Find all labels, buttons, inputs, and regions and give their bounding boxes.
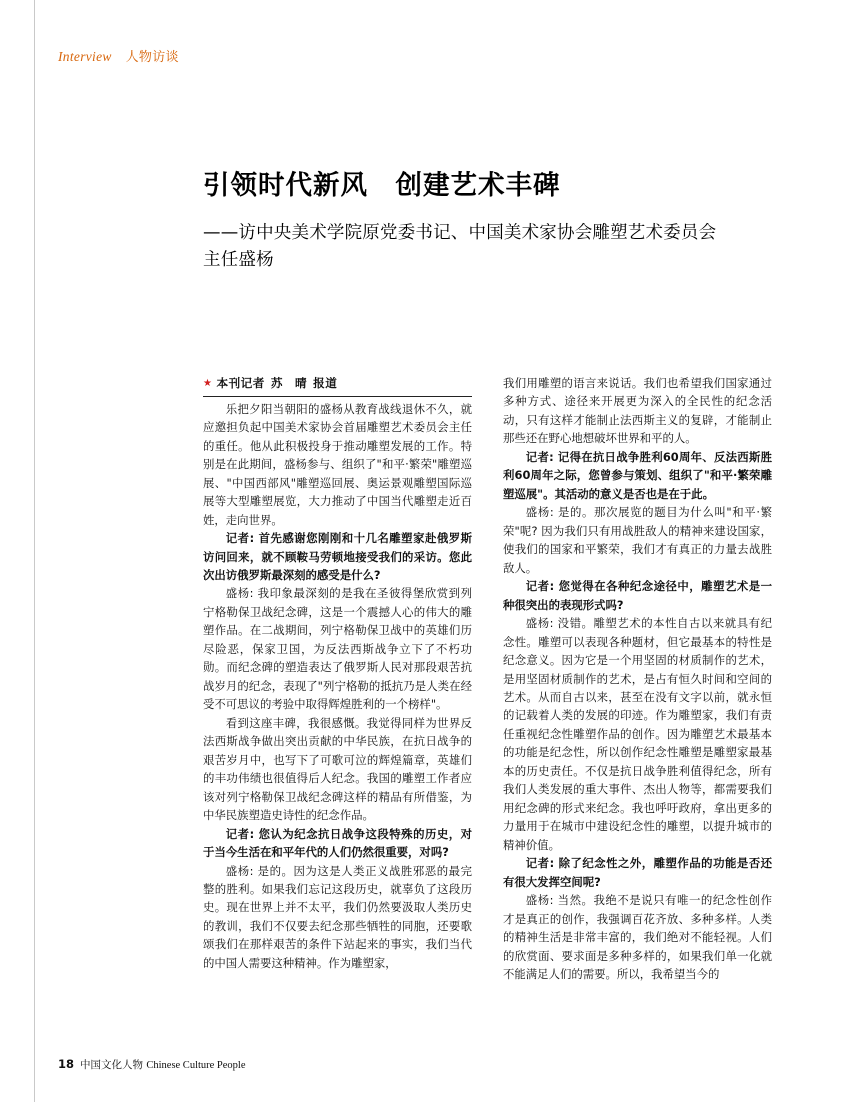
byline-label: 本刊记者: [216, 376, 265, 390]
title-block: [203, 170, 803, 274]
page-title: 引领时代新风 创建艺术丰碑: [203, 170, 561, 201]
paragraph-question: 记者: 您觉得在各种纪念途径中，雕塑艺术是一种很突出的表现形式吗?: [503, 579, 772, 612]
running-head-english: Interview: [58, 49, 112, 64]
publication-name-en: Chinese Culture People: [146, 1060, 246, 1071]
running-head-chinese: 人物访谈: [125, 49, 179, 64]
publication-name-cn: 中国文化人物: [80, 1059, 144, 1071]
byline-reporter: 苏 晴: [270, 376, 308, 390]
byline-verb: 报道: [313, 376, 338, 390]
right-column: [503, 374, 772, 983]
byline: [203, 374, 472, 397]
paragraph-question: 记者: 记得在抗日战争胜利60周年、反法西斯胜利60周年之际，您曾参与策划、组织了"和平·繁荣雕塑巡展"。其活动的意义是否也是在于此。: [503, 449, 772, 501]
paragraph: 盛杨: 我印象最深刻的是我在圣彼得堡欣赏到列宁格勒保卫战纪念碑，这是一个震撼人心的伟大的雕塑作品。在二战期间，列宁格勒保卫战中的英雄们历尽险恶，保家卫国，为反法西斯战争立下了不朽功勋。而纪念碑的塑造表达了俄罗斯人民对那段艰苦抗战岁月的纪念，表现了"列宁格勒的抵抗乃是人类在经受不可思议的考验中取得辉煌胜利的一个榜样"。: [203, 586, 472, 712]
paragraph: 盛杨: 是的。因为这是人类正义战胜邪恶的最完整的胜利。如果我们忘记这段历史，就辜负了这段历史。现在世界上并不太平，我们仍然要汲取人类历史的教训，我们不仅要去纪念那些牺牲的同胞，还要歌颂我们在那样艰苦的条件下站起来的事实，我们当代的中国人需要这种精神。作为雕塑家，: [203, 863, 472, 970]
paragraph: 盛杨: 没错。雕塑艺术的本性自古以来就具有纪念性。雕塑可以表现各种题材，但它最基本的特性是纪念意义。因为它是一个用坚固的材质制作的艺术，是用坚固材质制作的艺术，是占有恒久时间和空间的艺术。从而自古以来，甚至在没有文字以前，就永恒的记载着人类的发展的印迹。作为雕塑家，我们有责任重视纪念性雕塑作品的创作。因为雕塑艺术最基本的功能是纪念性，所以创作纪念性雕塑是雕塑家最基本的历史责任。不仅是抗日战争胜利值得纪念，所有我们人类发展的重大事件、杰出人物等，都需要我们用纪念碑的形式来纪念。我也呼吁政府，拿出更多的力量用于在城市中建设纪念性的雕塑，以提升城市的精神价值。: [503, 616, 772, 852]
paragraph: 看到这座丰碑，我很感慨。我觉得同样为世界反法西斯战争做出突出贡献的中华民族，在抗日战争的艰苦岁月中，也写下了可歌可泣的辉煌篇章，英雄们的丰功伟绩也很值得后人纪念。我国的雕塑工作者应该对列宁格勒保卫战纪念碑这样的精品有所借鉴，为中华民族塑造史诗性的纪念作品。: [203, 715, 472, 823]
star-icon: ★: [203, 378, 213, 389]
left-column: [203, 374, 472, 972]
paragraph-question: 记者: 您认为纪念抗日战争这段特殊的历史，对于当今生活在和平年代的人们仍然很重要，对吗?: [203, 826, 472, 860]
paragraph: 乐把夕阳当朝阳的盛杨从教育战线退休不久，就应邀担负起中国美术家协会首届雕塑艺术委员会主任的重任。他从此积极投身于推动雕塑发展的工作。特别是在此期间，盛杨参与、组织了"和平·繁荣"雕塑巡展、"中国西部风"雕塑巡回展、奥运景观雕塑国际巡展等大型雕塑展览，大力推动了中国当代雕塑走近百姓，走向世界。: [203, 401, 472, 527]
page-subtitle: ——访中央美术学院原党委书记、中国美术家协会雕塑艺术委员会主任盛杨: [203, 222, 717, 270]
paragraph: 盛杨: 是的。那次展览的题目为什么叫"和平·繁荣"呢? 因为我们只有用战胜敌人的精神来建设国家，使我们的国家和平繁荣，我们才有真正的力量去战胜敌人。: [503, 505, 772, 575]
paragraph: 盛杨: 当然。我绝不是说只有唯一的纪念性创作才是真正的创作，我强调百花齐放、多种多样。人类的精神生活是非常丰富的，我们绝对不能轻视。人们的欣赏面、要求面是多种多样的，如果我们单一化就不能满足人们的需要。所以，我希望当今的: [503, 893, 772, 981]
paragraph-question: 记者: 首先感谢您刚刚和十几名雕塑家赴俄罗斯访问回来，就不顾鞍马劳顿地接受我们的采访。您此次出访俄罗斯最深刻的感受是什么?: [203, 531, 472, 582]
page-footer: [58, 1057, 246, 1072]
spine-rule: [34, 0, 35, 1102]
paragraph: 我们用雕塑的语言来说话。我们也希望我们国家通过多种方式、途径来开展更为深入的全民性的纪念活动，只有这样才能制止法西斯主义的复辟，才能制止那些还在野心地想破坏世界和平的人。: [503, 376, 772, 446]
paragraph-question: 记者: 除了纪念性之外，雕塑作品的功能是否还有很大发挥空间呢?: [503, 856, 772, 889]
page-number: 18: [58, 1057, 75, 1071]
running-head: [58, 46, 179, 65]
